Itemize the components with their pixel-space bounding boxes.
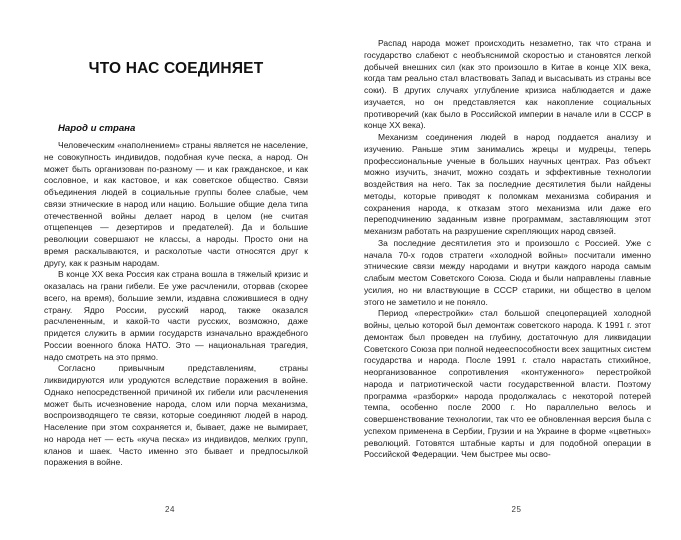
right-paragraph-3: За последние десятилетия это и произошло с Россией. Уже с начала 70-х годов стратеги «холодной войны» посчитали именно этнические связи между народами и внутри каждого народа самым слабым местом Советского Союза. Сюда и были направлены главные усилия, но ни властвующие в СССР старики, ни общество в целом этого не заметило и не поняло. <box>364 237 651 307</box>
left-paragraph-3: Согласно привычным представлениям, страны ликвидируются или уродуются вследствие поражения в войне. Однако непосредственной причиной их гибели или расчленения может быть исчезновение народа, слом или порча механизма, воспроизводящего те связи, которые соединяют людей в народ. Население при этом сохраняется и, бывает, даже не вымирает, но народа нет — есть «куча песка» из индивидов, мелких групп, кланов и шаек. Часто именно это бывает и предпосылкой поражения в войне. <box>44 363 308 468</box>
page-number-right: 25 <box>511 505 522 514</box>
left-paragraph-1: Человеческим «наполнением» страны является не население, не совокупность индивидов, подобная куче песка, а народ. Он может быть организован по-разному — и как гражданское, и как сословное, и как кастовое, и как советское общество. Связи объединения людей в социальные группы более слабые, чем связи этнические в народ или нацию. Большие общие дела типа отечественной войны делает народ в целом (не считая отщепенцев — дезертиров и предателей). Да и большие революции совершают не классы, а народы. Просто они на время раскалываются, и расколотые части относятся друг к другу, как к разным народам. <box>44 140 308 268</box>
right-page <box>340 0 681 540</box>
page-number-left: 24 <box>165 505 175 514</box>
section-heading: Народ и страна <box>58 122 136 134</box>
right-paragraph-2: Механизм соединения людей в народ поддается анализу и изучению. Раньше этим занимались жрецы и мудрецы, теперь профессиональные ученые в больших научных центрах. Раз объект можно изучить, значит, можно создать и эффективные технологии воздействия на него. Так за последние десятилетия были найдены методы, которые приводят к поломкам механизма собирания и сохранения народа, к отказам этого механизма или даже его переподчинению заданным извне программам, заставляющим этот механизм работать на разрушение скрепляющих народ связей. <box>364 132 651 236</box>
chapter-title: ЧТО НАС СОЕДИНЯЕТ <box>88 60 264 77</box>
left-page <box>0 0 340 540</box>
left-page-content <box>44 60 308 469</box>
right-page-content <box>364 38 651 461</box>
right-paragraph-1: Распад народа может происходить незаметно, так что страна и государство слабеют с необъяснимой скоростью и становятся легкой добычей внешних сил (как это произошло в Китае в конце XIX века, когда там реально стал властвовать Запад и высасывать из страны все соки). В других случаях углубление кризиса наблюдается и даже изучается, но он представляется как накопление социальных противоречий (как было в Российской империи в начале или в СССР в конце XX века). <box>364 38 651 131</box>
left-paragraph-2: В конце XX века Россия как страна вошла в тяжелый кризис и оказалась на грани гибели. Ее уже расчленили, оторвав (скорее всего, на время), большие земли, издавна сложившиеся в одну страну. Ядро России, русский народ, также оказался расчлененным, и какой-то части русских, возможно, даже придется служить в армии государств изначально враждебного России военного блока НАТО. Это — национальная трагедия, надо смотреть на это прямо. <box>44 269 308 362</box>
right-paragraph-4: Период «перестройки» стал большой спецоперацией холодной войны, целью которой был демонтаж советского народа. К 1991 г. этот демонтаж был проведен на глубину, достаточную для ликвидации Советского Союза при полной недееспособности всех защитных систем государства и народа. После 1991 г. стало нарастать стихийное, неорганизованное сопротивления «контуженного» перестройкой народа и патриотической части государственной власти. Поэтому программа «разборки» народа продолжалась с некоторой потерей темпа, особенно после 2000 г. Но параллельно велось и совершенствование технологии, так что ее обновленная версия была с успехом применена в Сербии, Грузии и на Украине в форме «цветных» революций. Готовятся штабные карты и для подобной операции в Российской Федерации. Чем быстрее мы осво- <box>364 308 651 460</box>
